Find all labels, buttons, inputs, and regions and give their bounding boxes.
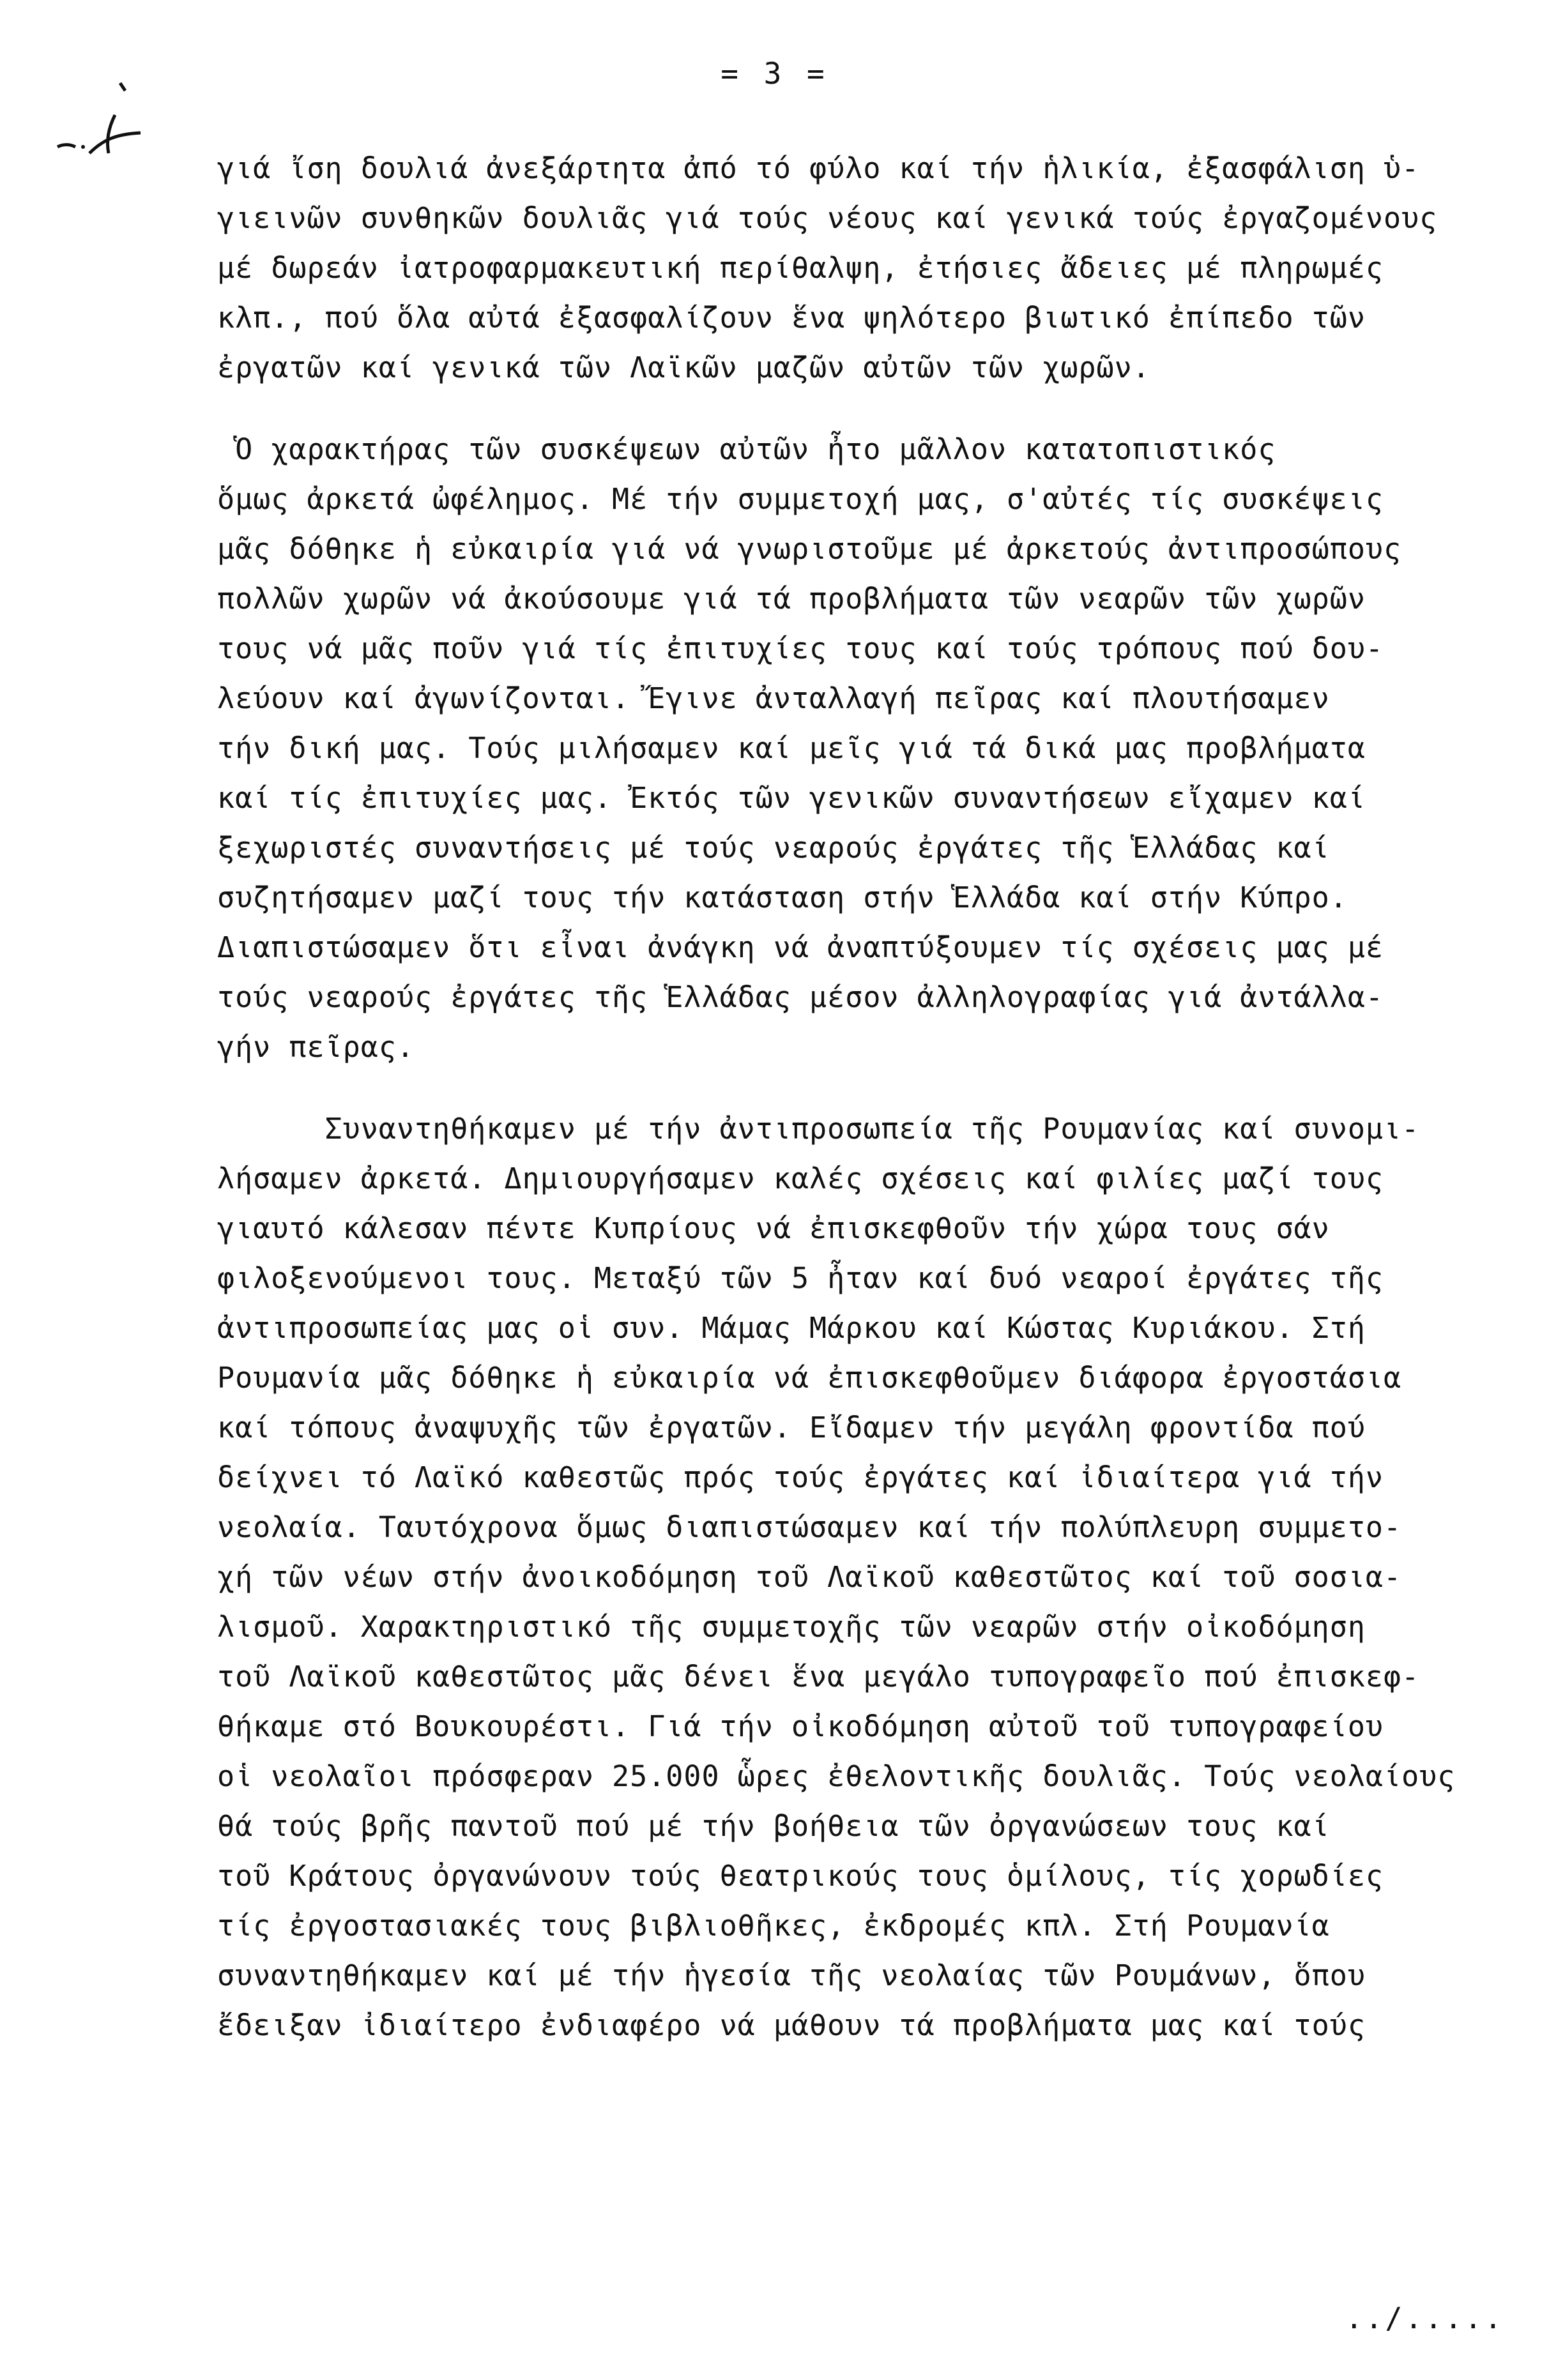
paragraph	[217, 425, 1482, 1072]
text-line: φιλοξενούμενοι τους. Μεταξύ τῶν 5 ἦταν καί δυό νεαροί ἐργάτες τῆς	[217, 1261, 1384, 1295]
text-line: τους νά μᾶς ποῦν γιά τίς ἐπιτυχίες τους καί τούς τρόπους πού δου-	[217, 632, 1384, 665]
text-line: Διαπιστώσαμεν ὅτι εἶναι ἀνάγκη νά ἀναπτύξουμεν τίς σχέσεις μας μέ	[217, 930, 1384, 964]
text-line: τοῦ Λαϊκοῦ καθεστῶτος μᾶς δένει ἕνα μεγάλο τυπογραφεῖο πού ἐπισκεφ-	[217, 1660, 1420, 1694]
text-line: ἐργατῶν καί γενικά τῶν Λαϊκῶν μαζῶν αὐτῶν τῶν χωρῶν.	[217, 351, 1150, 384]
text-line: τούς νεαρούς ἐργάτες τῆς Ἑλλάδας μέσον ἀλληλογραφίας γιά ἀντάλλα-	[217, 980, 1384, 1014]
text-line: Ὁ χαρακτήρας τῶν συσκέψεων αὐτῶν ἦτο μᾶλλον κατατοπιστικός	[217, 432, 1276, 466]
text-line: Ρουμανία μᾶς δόθηκε ἡ εὐκαιρία νά ἐπισκεφθοῦμεν διάφορα ἐργοστάσια	[217, 1361, 1402, 1395]
text-line: καί τίς ἐπιτυχίες μας. Ἐκτός τῶν γενικῶν συναντήσεων εἴχαμεν καί	[217, 781, 1366, 815]
text-line: Συναντηθήκαμεν μέ τήν ἀντιπροσωπεία τῆς Ρουμανίας καί συνομι-	[217, 1112, 1420, 1146]
text-line: τήν δική μας. Τούς μιλήσαμεν καί μεῖς γιά τά δικά μας προβλήματα	[217, 731, 1366, 765]
text-line: κλπ., πού ὅλα αὐτά ἐξασφαλίζουν ἕνα ψηλότερο βιωτικό ἐπίπεδο τῶν	[217, 301, 1366, 335]
text-line: ξεχωριστές συναντήσεις μέ τούς νεαρούς ἐργάτες τῆς Ἑλλάδας καί	[217, 831, 1330, 865]
page-number: = 3 =	[721, 56, 828, 91]
text-line: λήσαμεν ἀρκετά. Δημιουργήσαμεν καλές σχέσεις καί φιλίες μαζί τους	[217, 1162, 1384, 1195]
text-line: μέ δωρεάν ἰατροφαρμακευτική περίθαλψη, ἐτήσιες ἄδειες μέ πληρωμές	[217, 251, 1384, 285]
text-line: δείχνει τό Λαϊκό καθεστῶς πρός τούς ἐργάτες καί ἰδιαίτερα γιά τήν	[217, 1460, 1384, 1494]
text-line: οἱ νεολαῖοι πρόσφεραν 25.000 ὧρες ἐθελοντικῆς δουλιᾶς. Τούς νεολαίους	[217, 1759, 1456, 1793]
text-line: συζητήσαμεν μαζί τους τήν κατάσταση στήν Ἑλλάδα καί στήν Κύπρο.	[217, 881, 1348, 914]
text-line: τοῦ Κράτους ὀργανώνουν τούς θεατρικούς τους ὁμίλους, τίς χορωδίες	[217, 1859, 1384, 1893]
text-line: νεολαία. Ταυτόχρονα ὅμως διαπιστώσαμεν καί τήν πολύπλευρη συμμετο-	[217, 1510, 1402, 1544]
text-line: θά τούς βρῆς παντοῦ πού μέ τήν βοήθεια τῶν ὀργανώσεων τους καί	[217, 1809, 1330, 1843]
text-line: ὅμως ἀρκετά ὠφέλημος. Μέ τήν συμμετοχή μας, σ'αὐτές τίς συσκέψεις	[217, 482, 1384, 516]
text-line: λεύουν καί ἀγωνίζονται. Ἔγινε ἀνταλλαγή πεῖρας καί πλουτήσαμεν	[217, 681, 1330, 715]
text-line: γιεινῶν συνθηκῶν δουλιᾶς γιά τούς νέους καί γενικά τούς ἐργαζομένους	[217, 201, 1438, 235]
paragraph	[217, 144, 1482, 393]
text-line: καί τόπους ἀναψυχῆς τῶν ἐργατῶν. Εἴδαμεν τήν μεγάλη φροντίδα πού	[217, 1411, 1366, 1444]
text-line: λισμοῦ. Χαρακτηριστικό τῆς συμμετοχῆς τῶν νεαρῶν στήν οἰκοδόμηση	[217, 1610, 1366, 1644]
paragraph	[217, 1104, 1482, 2050]
text-line: ἀντιπροσωπείας μας οἱ συν. Μάμας Μάρκου καί Κώστας Κυριάκου. Στή	[217, 1311, 1366, 1345]
text-line: θήκαμε στό Βουκουρέστι. Γιά τήν οἰκοδόμηση αὐτοῦ τοῦ τυπογραφείου	[217, 1709, 1384, 1743]
text-line: χή τῶν νέων στήν ἀνοικοδόμηση τοῦ Λαϊκοῦ καθεστῶτος καί τοῦ σοσια-	[217, 1560, 1402, 1594]
text-line: τίς ἐργοστασιακές τους βιβλιοθῆκες, ἐκδρομές κπλ. Στή Ρουμανία	[217, 1909, 1330, 1943]
text-line: γιά ἴση δουλιά ἀνεξάρτητα ἀπό τό φύλο καί τήν ἡλικία, ἐξασφάλιση ὑ-	[217, 151, 1420, 185]
body-text	[217, 144, 1482, 2050]
continuation-marker: ../.....	[1345, 2301, 1504, 2335]
text-line: γήν πεῖρας.	[217, 1030, 415, 1064]
text-line: συναντηθήκαμεν καί μέ τήν ἡγεσία τῆς νεολαίας τῶν Ρουμάνων, ὅπου	[217, 1959, 1366, 1992]
text-line: μᾶς δόθηκε ἡ εὐκαιρία γιά νά γνωριστοῦμε μέ ἀρκετούς ἀντιπροσώπους	[217, 532, 1402, 566]
text-line: ἔδειξαν ἰδιαίτερο ἐνδιαφέρο νά μάθουν τά προβλήματα μας καί τούς	[217, 2008, 1366, 2042]
text-line: γιαυτό κάλεσαν πέντε Κυπρίους νά ἐπισκεφθοῦν τήν χώρα τους σάν	[217, 1211, 1330, 1245]
text-line: πολλῶν χωρῶν νά ἀκούσουμε γιά τά προβλήματα τῶν νεαρῶν τῶν χωρῶν	[217, 582, 1366, 616]
